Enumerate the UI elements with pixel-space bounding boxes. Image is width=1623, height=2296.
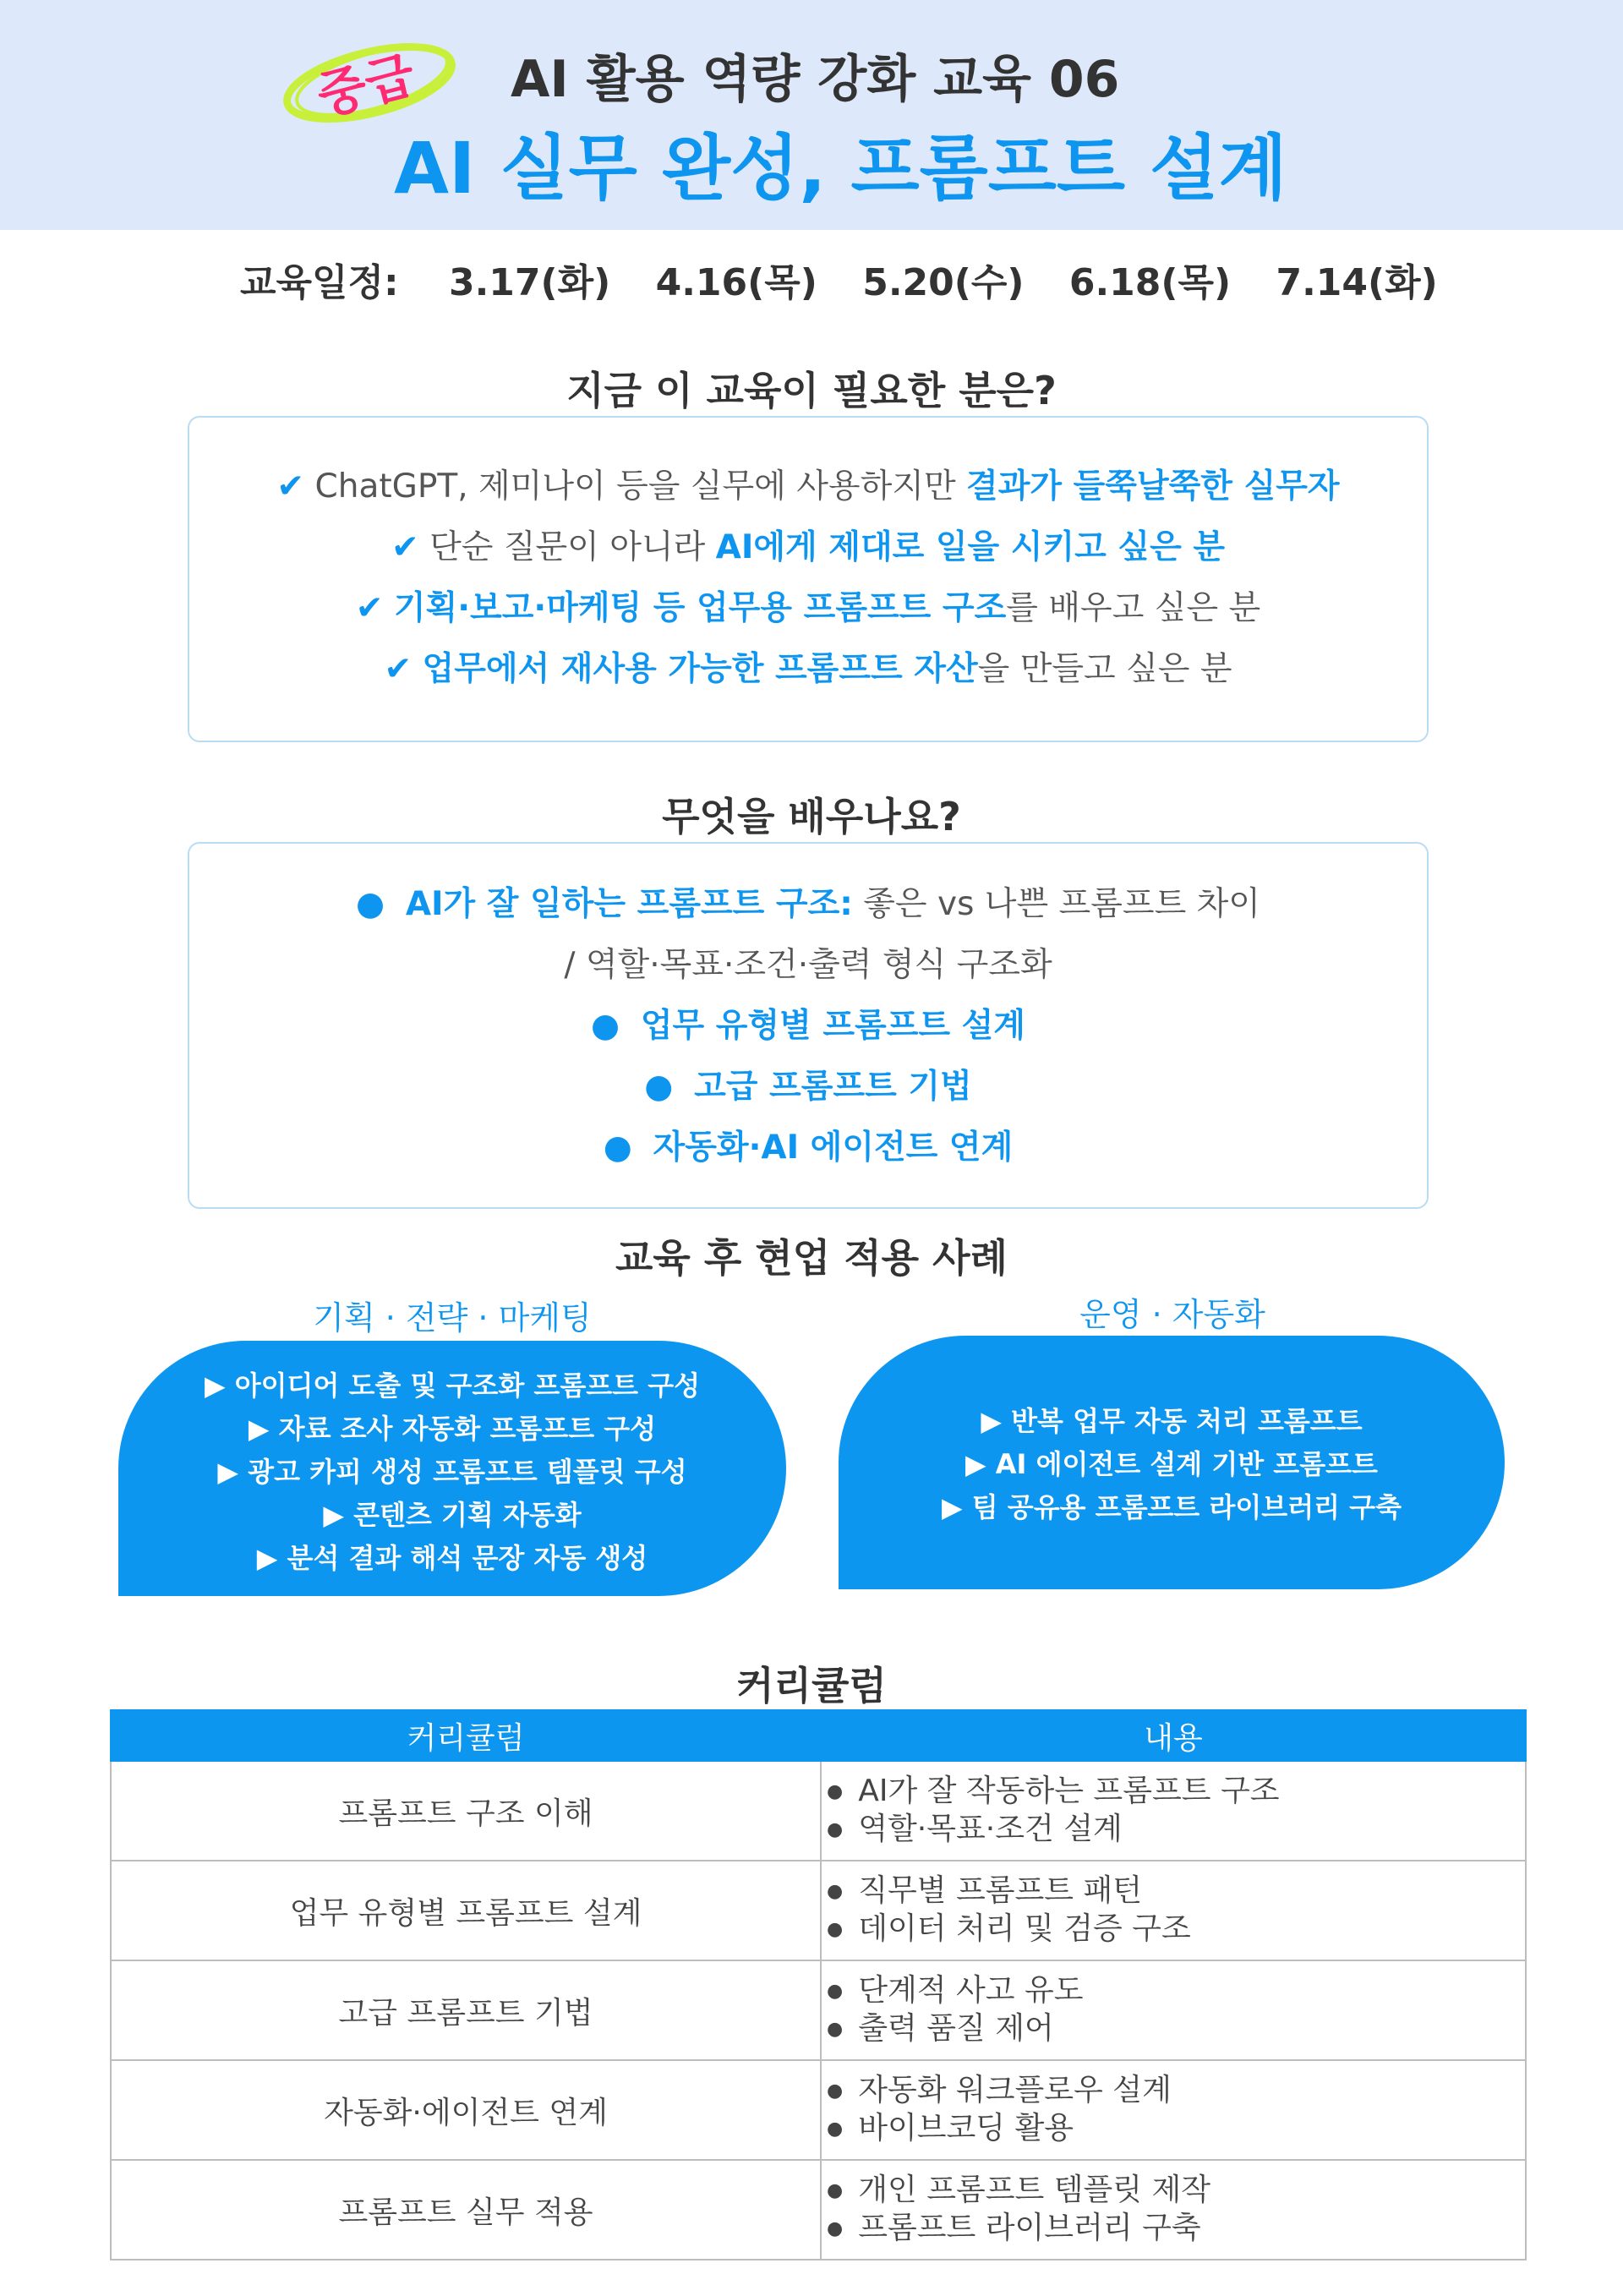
module-name: 업무 유형별 프롬프트 설계 [111,1861,821,1960]
content-item: ● 직무별 프롬프트 패턴 [827,1872,1525,1911]
schedule-date: 6.18(목) [1068,261,1232,304]
schedule-date: 5.20(수) [862,261,1025,304]
case-item: ▶ AI 에이전트 설계 기반 프롬프트 [965,1448,1378,1480]
case-card-right [839,1336,1505,1589]
audience-item: ✔ 업무에서 재사용 가능한 프롬프트 자산을 만들고 싶은 분 [384,650,1232,688]
module-name: 프롬프트 실무 적용 [111,2160,821,2260]
content-item: ● 바이브코딩 활용 [827,2110,1525,2148]
module-content [821,1861,1526,1960]
course-main-title: AI 실무 완성, 프롬프트 설계 [394,127,1287,210]
schedule-row [240,252,1470,306]
case-item: ▶ 콘텐츠 기획 자동화 [323,1499,582,1531]
case-item: ▶ 팀 공유용 프롬프트 라이브러리 구축 [942,1491,1402,1523]
module-name: 프롬프트 구조 이해 [111,1761,821,1861]
learn-item: ● 업무 유형별 프롬프트 설계 [591,1007,1025,1045]
content-item: ● 역할·목표·조건 설계 [827,1811,1525,1849]
content-item: ● 개인 프롬프트 템플릿 제작 [827,2172,1525,2210]
audience-item: ✔ 기획·보고·마케팅 등 업무용 프롬프트 구조를 배우고 싶은 분 [355,589,1261,627]
cases-section-title: 교육 후 현업 적용 사례 [615,1235,1008,1281]
module-content [821,2160,1526,2260]
case-item: ▶ 아이디어 도출 및 구조화 프롬프트 구성 [204,1369,701,1402]
content-item: ● 프롬프트 라이브러리 구축 [827,2210,1525,2248]
learn-item: ● 고급 프롬프트 기법 [644,1068,972,1106]
table-row [111,1960,1526,2060]
learn-section-title: 무엇을 배우나요? [662,794,961,839]
case-item: ▶ 자료 조사 자동화 프롬프트 구성 [248,1413,657,1445]
content-item: ● 데이터 처리 및 검증 구조 [827,1911,1525,1949]
learn-box [188,842,1429,1209]
content-item: ● 자동화 워크플로우 설계 [827,2072,1525,2110]
table-row [111,1861,1526,1960]
case-category-right: 운영 · 자동화 [1079,1296,1265,1333]
audience-item: ✔ 단순 질문이 아니라 AI에게 제대로 일을 시키고 싶은 분 [391,528,1226,566]
schedule-date: 7.14(화) [1276,261,1438,304]
audience-section-title: 지금 이 교육이 필요한 분은? [566,368,1057,413]
curriculum-table [110,1709,1527,2260]
learn-item-continuation: / 역할·목표·조건·출력 형식 구조화 [564,946,1052,984]
case-item: ▶ 반복 업무 자동 처리 프롬프트 [981,1405,1363,1437]
table-header-row [111,1710,1526,1761]
bullet-icon: ● [603,1129,632,1167]
column-header: 내용 [821,1710,1526,1761]
column-header: 커리큘럼 [111,1710,821,1761]
check-icon: ✔ [384,650,413,688]
bullet-icon: ● [591,1007,620,1045]
audience-item: ✔ ChatGPT, 제미나이 등을 실무에 사용하지만 결과가 들쭉날쭉한 실무자 [276,467,1340,506]
badge-label: 중급 [311,45,421,127]
audience-box [188,416,1429,742]
schedule-date: 3.17(화) [448,261,611,304]
table-row [111,1761,1526,1861]
module-content [821,2060,1526,2160]
bullet-icon: ● [644,1068,674,1106]
case-card-left [118,1341,786,1596]
curriculum-section-title: 커리큘럼 [736,1663,887,1708]
module-content [821,1761,1526,1861]
course-series-title: AI 활용 역량 강화 교육 06 [511,50,1120,109]
schedule-date: 4.16(목) [655,261,817,304]
content-item: ● 단계적 사고 유도 [827,1972,1525,2010]
case-item: ▶ 광고 카피 생성 프롬프트 템플릿 구성 [217,1456,687,1488]
module-name: 고급 프롬프트 기법 [111,1960,821,2060]
bullet-icon: ● [356,885,385,923]
learn-item: ● AI가 잘 일하는 프롬프트 구조: 좋은 vs 나쁜 프롬프트 차이 [356,885,1260,923]
module-content [821,1960,1526,2060]
check-icon: ✔ [391,528,419,566]
module-name: 자동화·에이전트 연계 [111,2060,821,2160]
learn-item: ● 자동화·AI 에이전트 연계 [603,1129,1014,1167]
table-row [111,2060,1526,2160]
check-icon: ✔ [355,589,384,627]
content-item: ● 출력 품질 제어 [827,2010,1525,2048]
case-category-left: 기획 · 전략 · 마케팅 [313,1299,592,1337]
schedule-label: 교육일정: [240,261,399,304]
case-item: ▶ 분석 결과 해석 문장 자동 생성 [256,1542,648,1574]
table-row [111,2160,1526,2260]
check-icon: ✔ [276,467,305,506]
content-item: ● AI가 잘 작동하는 프롬프트 구조 [827,1773,1525,1811]
